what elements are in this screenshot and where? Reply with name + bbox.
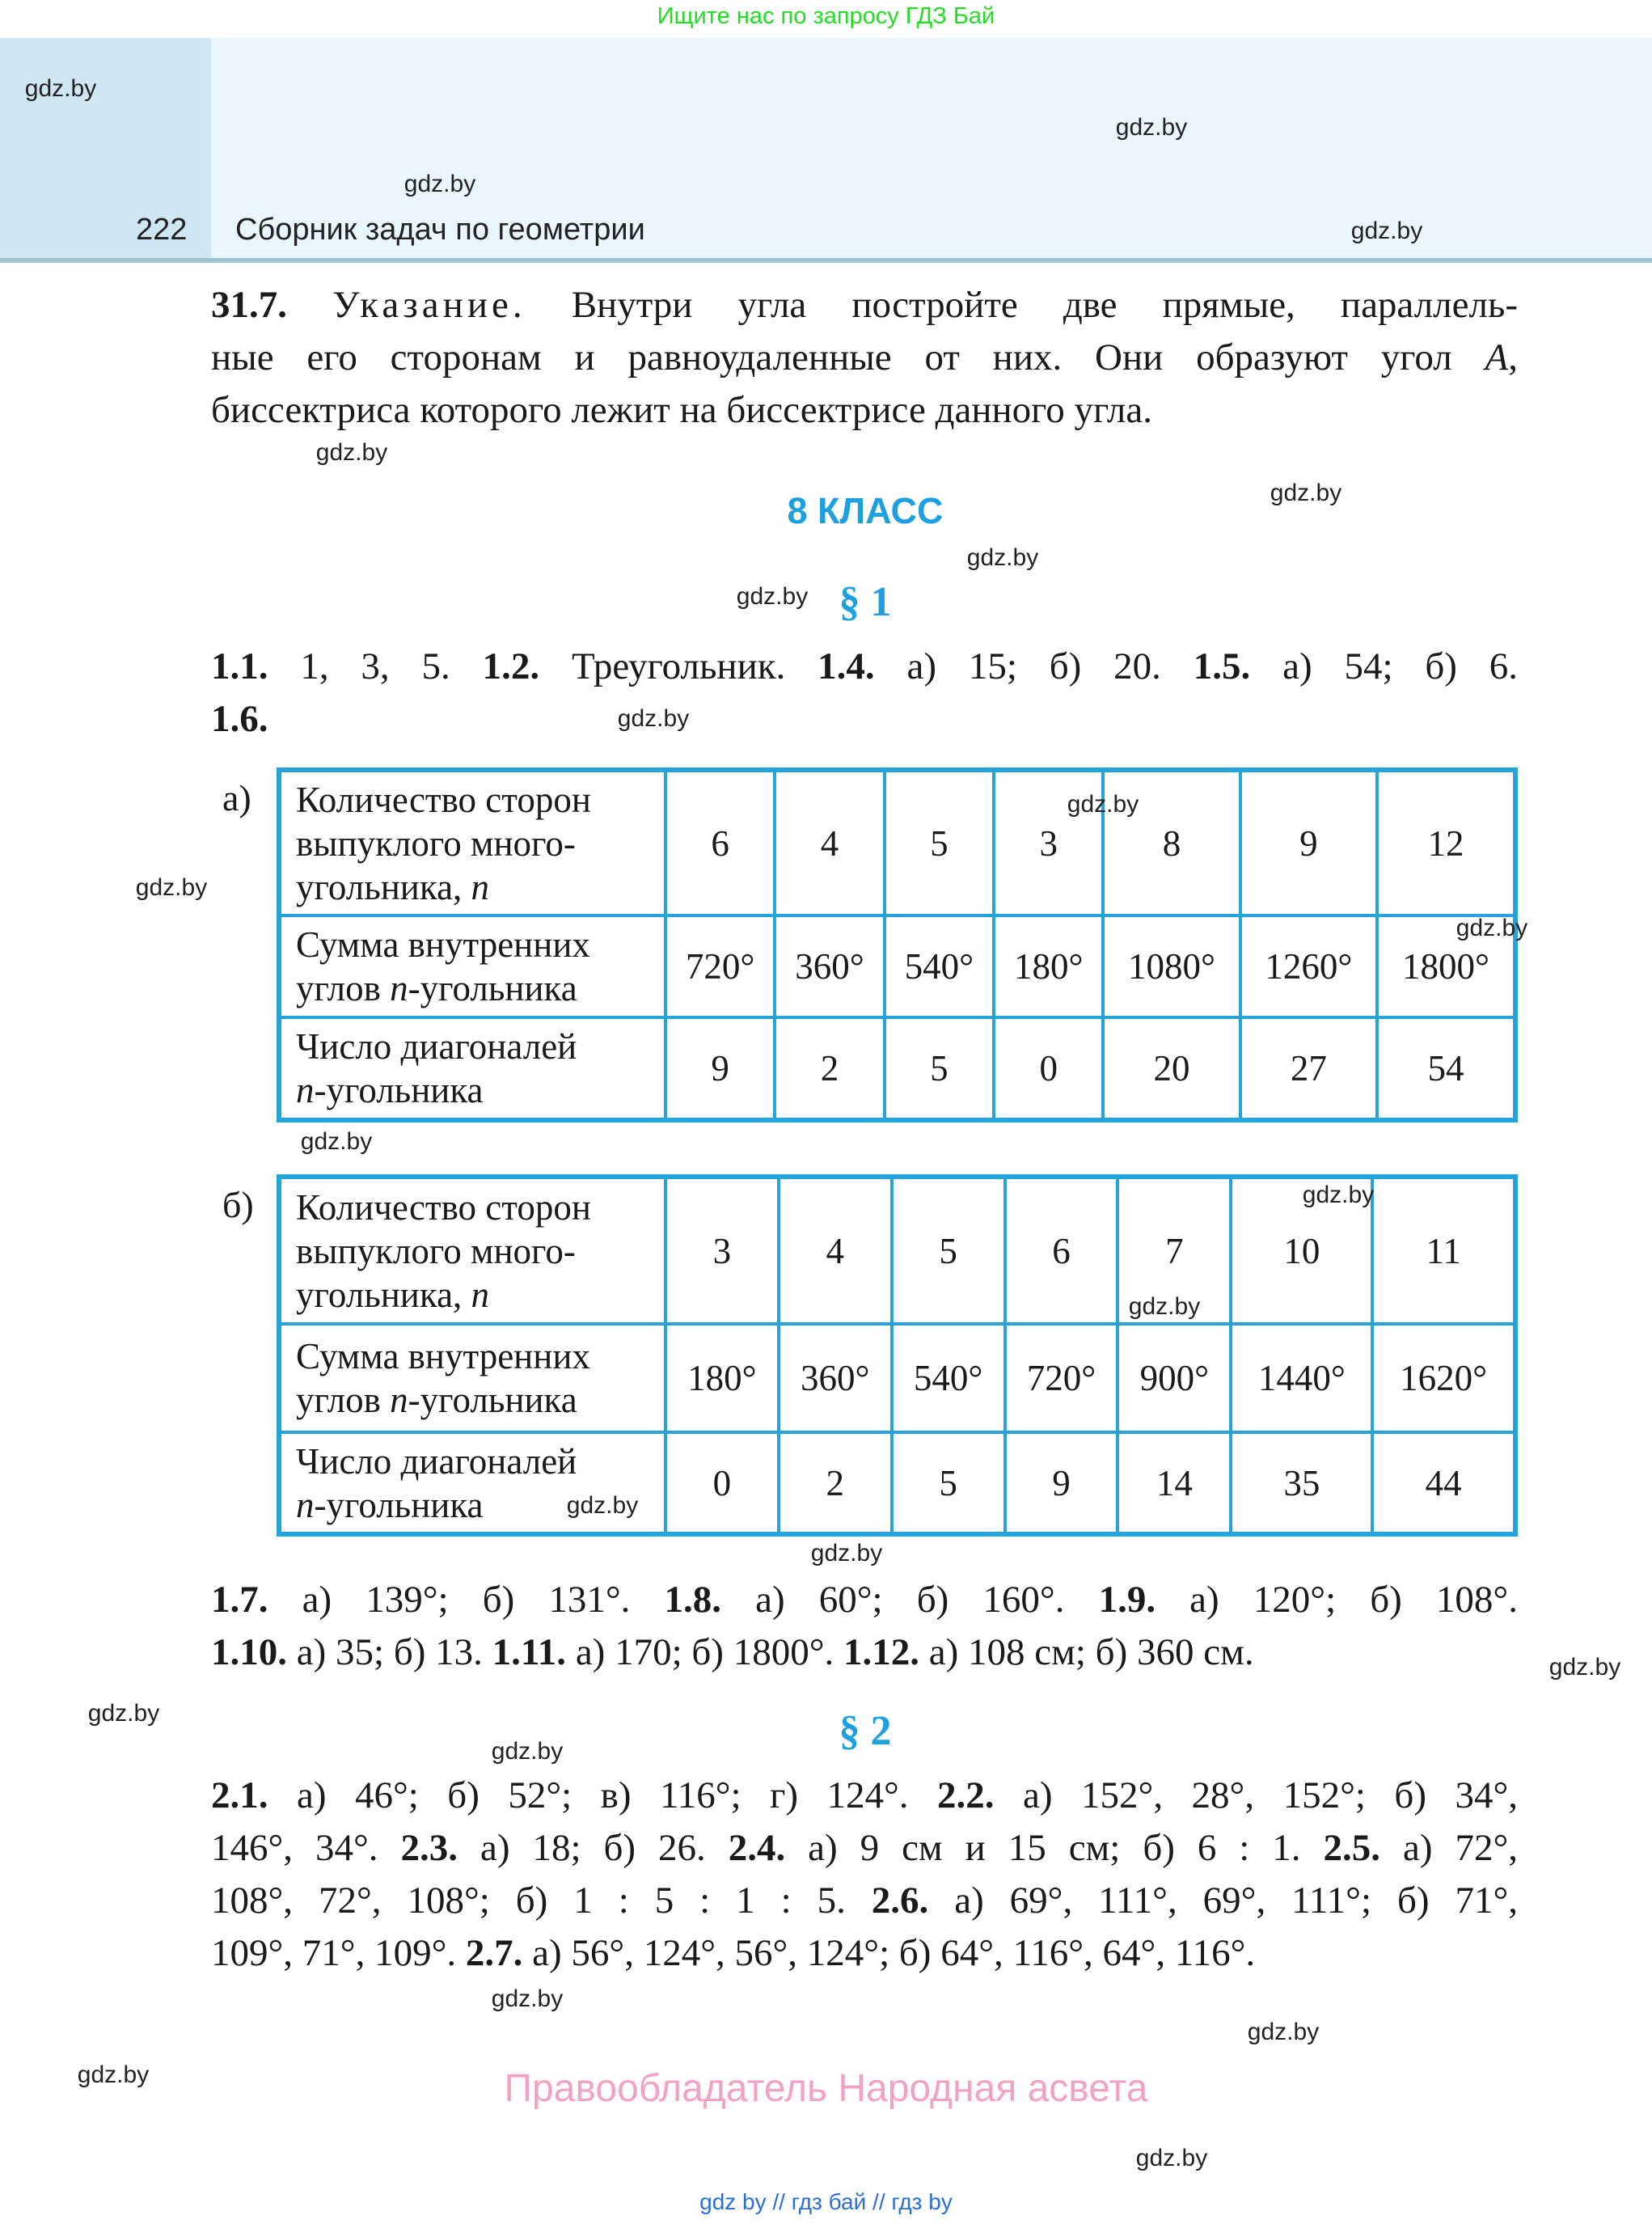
answer-text: а) 60°; б) 160°.	[721, 1579, 1099, 1621]
answer-text: -угольника	[408, 968, 577, 1008]
table-cell: 5	[892, 1177, 1005, 1324]
table-cell: 1800°	[1377, 915, 1515, 1017]
answer-text: выпуклого много-	[296, 1230, 576, 1271]
answer-text: 1, 3, 5.	[268, 645, 483, 687]
table-cell: 10	[1231, 1177, 1372, 1324]
watermark: gdz.by	[403, 171, 476, 197]
table-cell: 180°	[994, 915, 1103, 1017]
answer-text: а) 170; б) 1800°.	[566, 1631, 843, 1673]
text-line	[211, 384, 1518, 437]
table-cell: 720°	[1005, 1324, 1118, 1432]
text-line	[211, 332, 1518, 384]
problem-number: 2.5.	[1323, 1827, 1381, 1869]
row-header	[279, 1017, 665, 1120]
answer-text: Внутри угла постройте две прямые, параллель-	[526, 284, 1519, 326]
answer-text: ,	[1508, 336, 1518, 378]
table-cell: 44	[1372, 1432, 1515, 1534]
row-header-line	[296, 778, 664, 822]
watermark: gdz.by	[810, 1540, 883, 1567]
text-line	[211, 693, 1518, 746]
answer-text: а) 69°, 111°, 69°, 111°; б) 71°,	[928, 1879, 1518, 1922]
watermark: gdz.by	[300, 1128, 373, 1155]
problem-number: 1.10.	[211, 1631, 287, 1673]
table-cell: 720°	[665, 915, 775, 1017]
table-cell: 9	[1240, 770, 1377, 915]
watermark: gdz.by	[566, 1492, 639, 1519]
problem-number: 1.4.	[818, 645, 875, 687]
answer-text: 146°, 34°.	[211, 1827, 401, 1869]
table-cell: 4	[779, 1177, 892, 1324]
answer-text: биссектриса которого лежит на биссектрисе данного угла.	[211, 389, 1152, 431]
problem-number: 1.5.	[1193, 645, 1251, 687]
watermark: gdz.by	[491, 1738, 564, 1765]
table-cell: 4	[775, 770, 884, 915]
table-row	[279, 915, 1515, 1017]
table-row	[279, 1432, 1515, 1534]
answer-text: а) 9 см и 15 см; б) 6 : 1.	[785, 1827, 1324, 1869]
watermark: gdz.by	[1456, 915, 1528, 941]
row-header-line	[296, 1025, 664, 1068]
grade-heading: 8 КЛАСС	[787, 490, 944, 531]
row-header	[279, 1324, 665, 1432]
row-header	[279, 915, 665, 1017]
answer-text: n	[471, 866, 490, 907]
answer-text: -угольника	[314, 1484, 484, 1525]
watermark: gdz.by	[1270, 480, 1342, 506]
table-row	[279, 1017, 1515, 1120]
table-row	[279, 1324, 1515, 1432]
table-cell: 900°	[1118, 1324, 1231, 1432]
table-b-label: б)	[222, 1184, 254, 1225]
table-cell: 540°	[892, 1324, 1005, 1432]
copyright-footer: Правообладатель Народная асвета	[504, 2067, 1148, 2110]
text-line	[211, 1769, 1518, 1822]
page-number: 222	[136, 213, 188, 247]
row-header-line	[296, 1229, 664, 1273]
table-cell: 1260°	[1240, 915, 1377, 1017]
answer-text	[287, 284, 332, 326]
answer-text: -угольника	[314, 1070, 484, 1110]
watermark: gdz.by	[1128, 1293, 1201, 1320]
watermark: gdz.by	[135, 874, 208, 901]
text-line	[211, 641, 1518, 693]
watermark: gdz.by	[315, 439, 388, 466]
section-2-heading: § 2	[839, 1708, 892, 1754]
answer-text: а) 108 см; б) 360 см.	[919, 1631, 1254, 1673]
watermark: gdz.by	[77, 2061, 150, 2088]
answer-text: выпуклого много-	[296, 822, 576, 864]
problem-number: 2.2.	[937, 1774, 995, 1816]
row-header-line	[296, 865, 664, 909]
table-cell: 360°	[775, 915, 884, 1017]
watermark: gdz.by	[617, 705, 690, 732]
table-cell: 7	[1118, 1177, 1231, 1324]
table-cell: 3	[994, 770, 1103, 915]
answer-text: Количество сторон	[296, 1186, 591, 1228]
table-cell: 2	[775, 1017, 884, 1120]
table-cell: 20	[1103, 1017, 1240, 1120]
table-cell: 180°	[665, 1324, 779, 1432]
table-cell: 0	[665, 1432, 779, 1534]
answer-text: Сумма внутренних	[296, 1336, 590, 1376]
table-cell: 6	[665, 770, 775, 915]
table-row	[279, 770, 1515, 915]
row-header-line	[296, 1068, 664, 1112]
answer-text: n	[471, 1274, 490, 1315]
answer-text: угольника,	[296, 866, 471, 907]
row-header-line	[296, 1186, 664, 1229]
watermark: gdz.by	[24, 75, 97, 102]
answer-text: а) 18; б) 26.	[458, 1827, 729, 1869]
table-cell: 6	[1005, 1177, 1118, 1324]
table-cell: 11	[1372, 1177, 1515, 1324]
answer-text: Треугольник.	[539, 645, 818, 687]
answer-text: а) 120°; б) 108°.	[1156, 1579, 1518, 1621]
watermark: gdz.by	[1302, 1182, 1375, 1208]
answer-text: а) 139°; б) 131°.	[268, 1579, 665, 1621]
answer-text: n	[390, 1380, 408, 1420]
table-cell: 12	[1377, 770, 1515, 915]
answer-text: Сумма внутренних	[296, 924, 590, 965]
watermark: gdz.by	[966, 544, 1039, 571]
watermark: gdz.by	[1548, 1654, 1621, 1681]
answer-text: n	[296, 1484, 315, 1525]
answers-1-1-to-1-6	[211, 641, 1518, 746]
problem-number: 2.3.	[400, 1827, 458, 1869]
row-header-line	[296, 1334, 664, 1378]
answer-text: а) 56°, 124°, 56°, 124°; б) 64°, 116°, 64°, 116°.	[522, 1932, 1256, 1974]
problem-number: 1.7.	[211, 1579, 268, 1621]
row-header-line	[296, 923, 664, 966]
problem-number: 1.6.	[211, 698, 268, 740]
table-cell: 54	[1377, 1017, 1515, 1120]
table-a	[277, 767, 1518, 1123]
answer-text: n	[390, 968, 408, 1008]
problem-number: 1.12.	[843, 1631, 919, 1673]
text-line	[211, 279, 1518, 332]
text-line	[211, 1626, 1518, 1679]
table-cell: 5	[885, 770, 994, 915]
answer-text: -угольника	[408, 1380, 577, 1420]
table-cell: 35	[1231, 1432, 1372, 1534]
answers-2-1-to-2-7	[211, 1769, 1518, 1980]
answer-text: а) 15; б) 20.	[874, 645, 1194, 687]
answer-text: Количество сторон	[296, 779, 591, 820]
answers-1-7-to-1-12	[211, 1574, 1518, 1679]
table-cell: 5	[885, 1017, 994, 1120]
watermark: gdz.by	[1067, 791, 1139, 818]
row-header-line	[296, 1378, 664, 1422]
table-cell: 9	[1005, 1432, 1118, 1534]
problem-number: 2.7.	[465, 1932, 523, 1974]
answer-text: углов	[296, 968, 391, 1008]
table-a-label: а)	[222, 777, 251, 818]
text-line	[211, 1822, 1518, 1875]
answer-text: а) 152°, 28°, 152°; б) 34°,	[994, 1774, 1518, 1816]
problem-number: 1.1.	[211, 645, 268, 687]
row-header	[279, 1432, 665, 1534]
answer-text: угольника,	[296, 1274, 471, 1315]
problem-number: 1.8.	[664, 1579, 722, 1621]
watermark: gdz.by	[736, 583, 809, 610]
watermark: gdz.by	[87, 1700, 160, 1727]
answer-text: а) 46°; б) 52°; в) 116°; г) 124°.	[268, 1774, 938, 1816]
watermark: gdz.by	[1135, 2145, 1208, 2171]
problem-number: 1.2.	[482, 645, 540, 687]
row-header-line	[296, 1273, 664, 1317]
row-header-line	[296, 966, 664, 1010]
row-header	[279, 770, 665, 915]
problem-number: 2.1.	[211, 1774, 268, 1816]
problem-number: 1.11.	[492, 1631, 567, 1673]
table-cell: 360°	[779, 1324, 892, 1432]
text-line	[211, 1875, 1518, 1927]
section-1-heading: § 1	[839, 579, 892, 625]
table-cell: 27	[1240, 1017, 1377, 1120]
answer-text: n	[296, 1070, 315, 1110]
table-cell: 1080°	[1103, 915, 1240, 1017]
table-cell: 5	[892, 1432, 1005, 1534]
table-cell: 8	[1103, 770, 1240, 915]
table-cell: 540°	[885, 915, 994, 1017]
row-header	[279, 1177, 665, 1324]
text-line	[211, 1574, 1518, 1626]
watermark: gdz.by	[1247, 2019, 1320, 2045]
watermark: gdz.by	[491, 1985, 564, 2012]
answer-text: а) 72°,	[1380, 1827, 1519, 1869]
book-title: Сборник задач по геометрии	[235, 213, 645, 247]
answer-text: Число диагоналей	[296, 1440, 577, 1482]
answer-text: Число диагоналей	[296, 1026, 577, 1067]
answer-text: A	[1485, 336, 1509, 378]
answer-text: а) 54; б) 6.	[1250, 645, 1519, 687]
problem-number: 1.9.	[1098, 1579, 1156, 1621]
row-header-line	[296, 822, 664, 865]
row-header-line	[296, 1440, 664, 1483]
table-cell: 14	[1118, 1432, 1231, 1534]
problem-number: 31.7.	[211, 284, 287, 326]
answer-text: Указание.	[332, 284, 526, 326]
table-cell: 2	[779, 1432, 892, 1534]
table-cell: 1620°	[1372, 1324, 1515, 1432]
answer-text: 108°, 72°, 108°; б) 1 : 5 : 1 : 5.	[211, 1879, 872, 1922]
table-cell: 0	[994, 1017, 1103, 1120]
answer-text: углов	[296, 1380, 391, 1420]
problem-number: 2.4.	[728, 1827, 786, 1869]
text-line	[211, 1927, 1518, 1980]
answer-text: ные его сторонам и равноудаленные от них. Они образуют угол	[211, 336, 1485, 378]
answer-text: 109°, 71°, 109°.	[211, 1932, 466, 1974]
watermark: gdz.by	[1115, 114, 1188, 141]
answer-text: а) 35; б) 13.	[287, 1631, 492, 1673]
table-cell: 1440°	[1231, 1324, 1372, 1432]
problem-number: 2.6.	[871, 1879, 929, 1922]
answer-31-7	[211, 279, 1518, 437]
bottom-links[interactable]: gdz by // гдз бай // гдз by	[699, 2189, 953, 2214]
watermark: gdz.by	[1350, 218, 1423, 244]
table-b	[277, 1174, 1518, 1537]
table-cell: 9	[665, 1017, 775, 1120]
table-cell: 3	[665, 1177, 779, 1324]
search-hint-banner: Ищите нас по запросу ГДЗ Бай	[657, 3, 995, 29]
